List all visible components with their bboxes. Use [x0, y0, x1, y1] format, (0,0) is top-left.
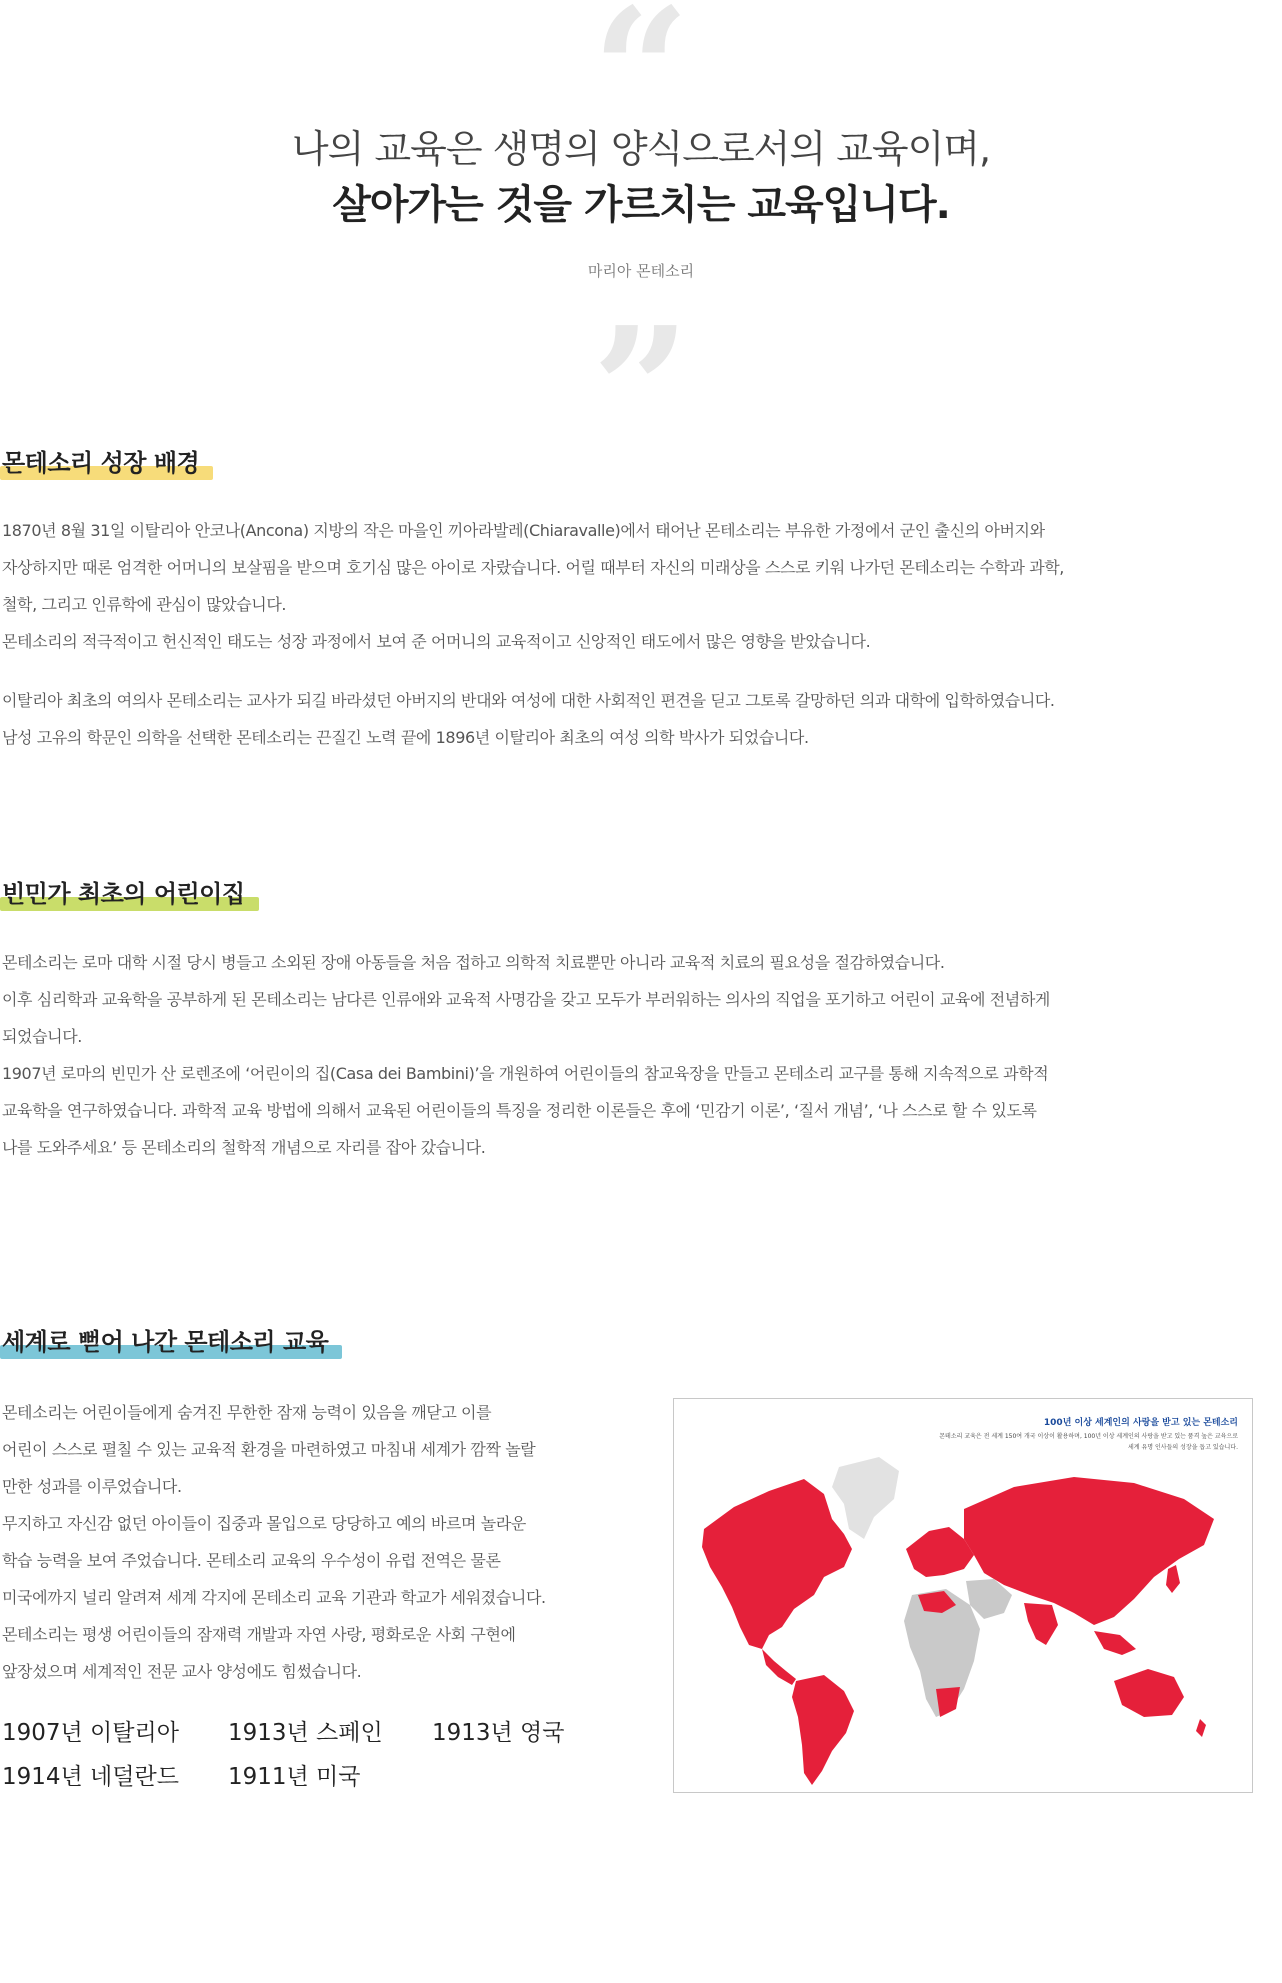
quote-author: 마리아 몬테소리	[587, 262, 695, 280]
section-title-text: 몬테소리 성장 배경	[2, 449, 200, 477]
text-line: 1907년 로마의 빈민가 산 로렌조에 ‘어린이의 집(Casa dei Bambini)’을 개원하여 어린이들의 참교육장을 만들고 몬테소리 교구를 통해 지속적으로 과학적	[2, 1064, 1049, 1083]
text-line: 어린이 스스로 펼칠 수 있는 교육적 환경을 마련하였고 마침내 세계가 깜짝 놀랄	[2, 1440, 536, 1459]
text-line: 나를 도와주세요’ 등 몬테소리의 철학적 개념으로 자리를 잡아 갔습니다.	[2, 1138, 486, 1157]
map-new-zealand	[1196, 1719, 1206, 1737]
text-line: 미국에까지 널리 알려져 세계 각지에 몬테소리 교육 기관과 학교가 세워졌습니다.	[2, 1588, 546, 1607]
quote-line-1: 나의 교육은 생명의 양식으로서의 교육이며,	[291, 127, 991, 171]
text-line: 이탈리아 최초의 여의사 몬테소리는 교사가 되길 바라셨던 아버지의 반대와 여성에 대한 사회적인 편견을 딛고 그토록 갈망하던 의과 대학에 입학하였습니다.	[2, 691, 1055, 710]
map-south-africa	[936, 1687, 960, 1717]
world-paragraph	[2, 1394, 642, 1690]
map-southeast-asia	[1094, 1631, 1136, 1655]
years-row	[2, 1752, 565, 1796]
map-title: 100년 이상 세계인의 사랑을 받고 있는 몬테소리	[1043, 1418, 1238, 1428]
map-north-america	[702, 1479, 852, 1649]
growth-paragraph-2	[2, 682, 1262, 756]
text-line: 자상하지만 때론 엄격한 어머니의 보살핌을 받으며 호기심 많은 아이로 자랐습니다. 어릴 때부터 자신의 미래상을 스스로 키워 나가던 몬테소리는 수학과 과학,	[2, 558, 1064, 577]
text-line: 몬테소리는 로마 대학 시절 당시 병들고 소외된 장애 아동들을 처음 접하고 의학적 치료뿐만 아니라 교육적 치료의 필요성을 절감하였습니다.	[2, 953, 945, 972]
text-line: 철학, 그리고 인류학에 관심이 많았습니다.	[2, 595, 287, 614]
text-line: 1870년 8월 31일 이탈리아 안코나(Ancona) 지방의 작은 마을인 끼아라발레(Chiaravalle)에서 태어난 몬테소리는 부유한 가정에서 군인 출신의 아버지와	[2, 521, 1045, 540]
section-title-world	[0, 1325, 338, 1359]
text-line: 몬테소리는 평생 어린이들의 잠재력 개발과 자연 사랑, 평화로운 사회 구현에	[2, 1625, 516, 1644]
text-line: 학습 능력을 보여 주었습니다. 몬테소리 교육의 우수성이 유럽 전역은 물론	[2, 1551, 501, 1570]
year-item: 1907년 이탈리아	[2, 1719, 179, 1746]
text-line: 만한 성과를 이루었습니다.	[2, 1477, 182, 1496]
map-description: 몬테소리 교육은 전 세계 150여 개국 이상이 활용하며, 100년 이상 세계인의 사랑을 받고 있는 품격 높은 교육으로 세계 유명 인사들의 성장을 돕고 있습니다.	[939, 1433, 1238, 1451]
years-list	[2, 1708, 565, 1796]
section-title-growth	[0, 446, 209, 480]
close-quote-icon: ”	[592, 290, 690, 490]
section-title-text: 세계로 뻗어 나간 몬테소리 교육	[2, 1328, 329, 1356]
first-house-paragraph	[2, 944, 1262, 1166]
map-europe	[906, 1527, 974, 1577]
map-greenland	[832, 1457, 899, 1539]
text-line: 되었습니다.	[2, 1027, 82, 1046]
section-title-text: 빈민가 최초의 어린이집	[2, 880, 245, 908]
map-south-america	[792, 1675, 854, 1785]
growth-paragraph-1	[2, 512, 1262, 660]
years-row	[2, 1708, 565, 1752]
open-quote-icon: “	[592, 0, 690, 171]
world-map-graphic	[674, 1399, 1252, 1792]
text-line: 교육학을 연구하였습니다. 과학적 교육 방법에 의해서 교육된 어린이들의 특징을 정리한 이론들은 후에 ‘민감기 이론’, ‘질서 개념’, ‘나 스스로 할 수 있도록	[2, 1101, 1037, 1120]
year-item: 1913년 영국	[432, 1719, 565, 1746]
map-india	[1024, 1603, 1058, 1645]
section-title-first-house	[0, 877, 255, 911]
quote-line-2: 살아가는 것을 가르치는 교육입니다.	[332, 182, 950, 228]
map-japan	[1166, 1565, 1180, 1593]
map-australia	[1114, 1669, 1184, 1717]
text-line: 몬테소리는 어린이들에게 숨겨진 무한한 잠재 능력이 있음을 깨닫고 이를	[2, 1403, 492, 1422]
text-line: 남성 고유의 학문인 의학을 선택한 몬테소리는 끈질긴 노력 끝에 1896년 이탈리아 최초의 여성 의학 박사가 되었습니다.	[2, 728, 809, 747]
year-item: 1913년 스페인	[228, 1719, 383, 1746]
year-item: 1911년 미국	[228, 1763, 361, 1790]
world-map-figure	[673, 1398, 1253, 1793]
map-central-america	[762, 1649, 796, 1685]
text-line: 이후 심리학과 교육학을 공부하게 된 몬테소리는 남다른 인류애와 교육적 사명감을 갖고 모두가 부러워하는 의사의 직업을 포기하고 어린이 교육에 전념하게	[2, 990, 1050, 1009]
text-line: 앞장섰으며 세계적인 전문 교사 양성에도 힘썼습니다.	[2, 1662, 362, 1681]
text-line: 무지하고 자신감 없던 아이들이 집중과 몰입으로 당당하고 예의 바르며 놀라운	[2, 1514, 526, 1533]
text-line: 몬테소리의 적극적이고 헌신적인 태도는 성장 과정에서 보여 준 어머니의 교육적이고 신앙적인 태도에서 많은 영향을 받았습니다.	[2, 632, 871, 651]
year-item: 1914년 네덜란드	[2, 1763, 179, 1790]
